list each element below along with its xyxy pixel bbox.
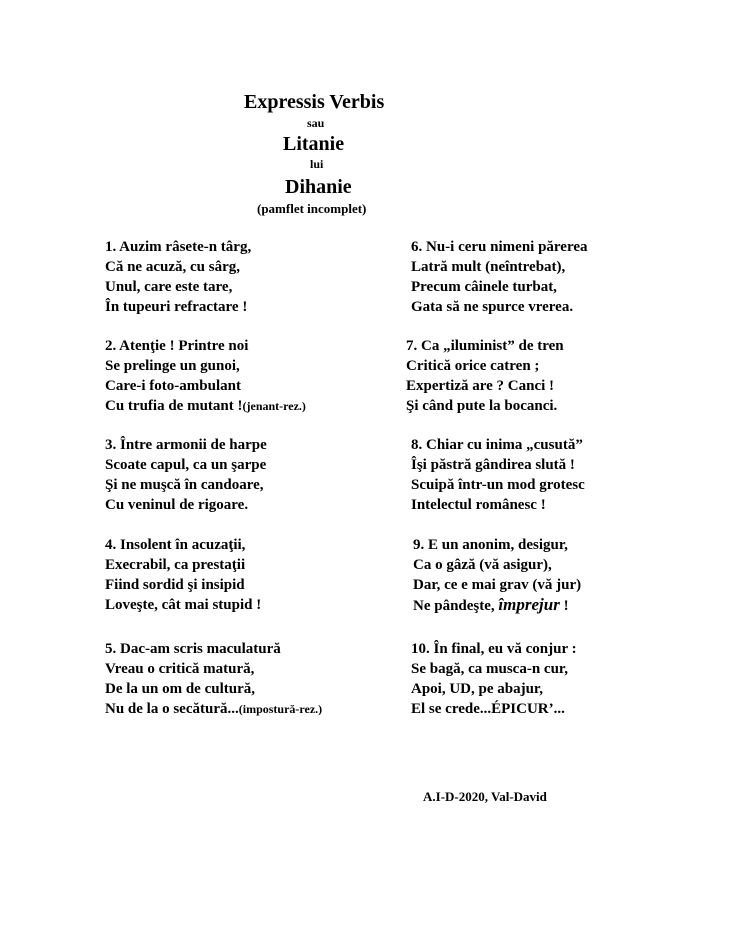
stanza-line: Loveşte, cât mai stupid ! (105, 597, 262, 613)
stanza-line: 1. Auzim râsete-n târg, (105, 239, 252, 255)
stanza-line (413, 595, 581, 615)
stanza-line: Scoate capul, ca un şarpe (105, 457, 267, 473)
stanza-1 (105, 237, 251, 317)
stanza-line-text: Nu de la o secătură... (105, 701, 239, 717)
stanza-line: 10. În final, eu vă conjur : (411, 641, 577, 657)
stanza-line: Precum câinele turbat, (411, 279, 557, 295)
stanza-line: Cu veninul de rigoare. (105, 497, 249, 513)
stanza-2 (105, 336, 306, 416)
stanza-emphasis: împrejur (498, 595, 560, 614)
title-third: Dihanie (285, 176, 352, 198)
stanza-line: În tupeuri refractare ! (105, 299, 248, 315)
stanza-note: (impostură-rez.) (238, 702, 323, 716)
stanza-line: Critică orice catren ; (406, 358, 540, 374)
stanza-line: 2. Atenţie ! Printre noi (105, 338, 249, 354)
signature: A.I-D-2020, Val-David (423, 789, 547, 804)
stanza-line: 7. Ca „iluminist” de tren (406, 338, 564, 354)
stanza-line: Şi când pute la bocanci. (406, 398, 558, 414)
stanza-5 (105, 639, 322, 719)
stanza-line: 3. Între armonii de harpe (105, 437, 267, 453)
stanza-line: Expertiză are ? Canci ! (406, 378, 555, 394)
title-conjunction-sau: sau (307, 116, 325, 130)
stanza-line: Latră mult (neîntrebat), (411, 259, 566, 275)
stanza-line-text: Ne pândeşte, (413, 598, 495, 614)
title-main: Expressis Verbis (244, 91, 385, 113)
stanza-line-tail: ! (559, 598, 569, 614)
stanza-line: 4. Insolent în acuzaţii, (105, 537, 246, 553)
stanza-line: Unul, care este tare, (105, 279, 233, 295)
stanza-line: Apoi, UD, pe abajur, (411, 681, 543, 697)
stanza-line-text: Cu trufia de mutant ! (105, 398, 243, 414)
stanza-line: Gata să ne spurce vrerea. (411, 299, 574, 315)
stanza-4 (105, 535, 261, 615)
stanza-line: Execrabil, ca prestaţii (105, 557, 246, 573)
stanza-line: Că ne acuză, cu sârg, (105, 259, 240, 275)
stanza-line: Intelectul românesc ! (411, 497, 546, 513)
stanza-line: 6. Nu-i ceru nimeni părerea (411, 239, 588, 255)
stanza-line (105, 699, 322, 719)
stanza-9 (413, 535, 581, 615)
stanza-line: 9. E un anonim, desigur, (413, 537, 568, 553)
title-second: Litanie (283, 133, 345, 155)
stanza-line: Dar, ce e mai grav (vă jur) (413, 577, 582, 593)
stanza-line: Se bagă, ca musca-n cur, (411, 661, 568, 677)
stanza-line: Scuipă într-un mod grotesc (411, 477, 585, 493)
stanza-3 (105, 435, 267, 515)
stanza-note: (jenant-rez.) (242, 399, 306, 413)
stanza-line: Şi ne muşcă în candoare, (105, 477, 264, 493)
stanza-line: El se crede...ÉPICUR’... (411, 701, 565, 717)
stanza-line: 5. Dac-am scris maculatură (105, 641, 281, 657)
stanza-7 (406, 336, 564, 416)
stanza-line: Vreau o critică matură, (105, 661, 255, 677)
title-subtitle: (pamflet incomplet) (257, 201, 367, 216)
stanza-line (105, 396, 306, 416)
stanza-6 (411, 237, 588, 317)
stanza-10 (411, 639, 577, 719)
stanza-8 (411, 435, 585, 515)
stanza-line: Îşi păstră gândirea slută ! (411, 457, 575, 473)
stanza-line: Se prelinge un gunoi, (105, 358, 240, 374)
stanza-line: De la un om de cultură, (105, 681, 255, 697)
stanza-line: 8. Chiar cu inima „cusută” (411, 437, 583, 453)
stanza-line: Fiind sordid şi insipid (105, 577, 245, 593)
title-conjunction-lui: lui (310, 157, 324, 171)
stanza-line: Care-i foto-ambulant (105, 378, 241, 394)
stanza-line: Ca o gâză (vă asigur), (413, 557, 552, 573)
